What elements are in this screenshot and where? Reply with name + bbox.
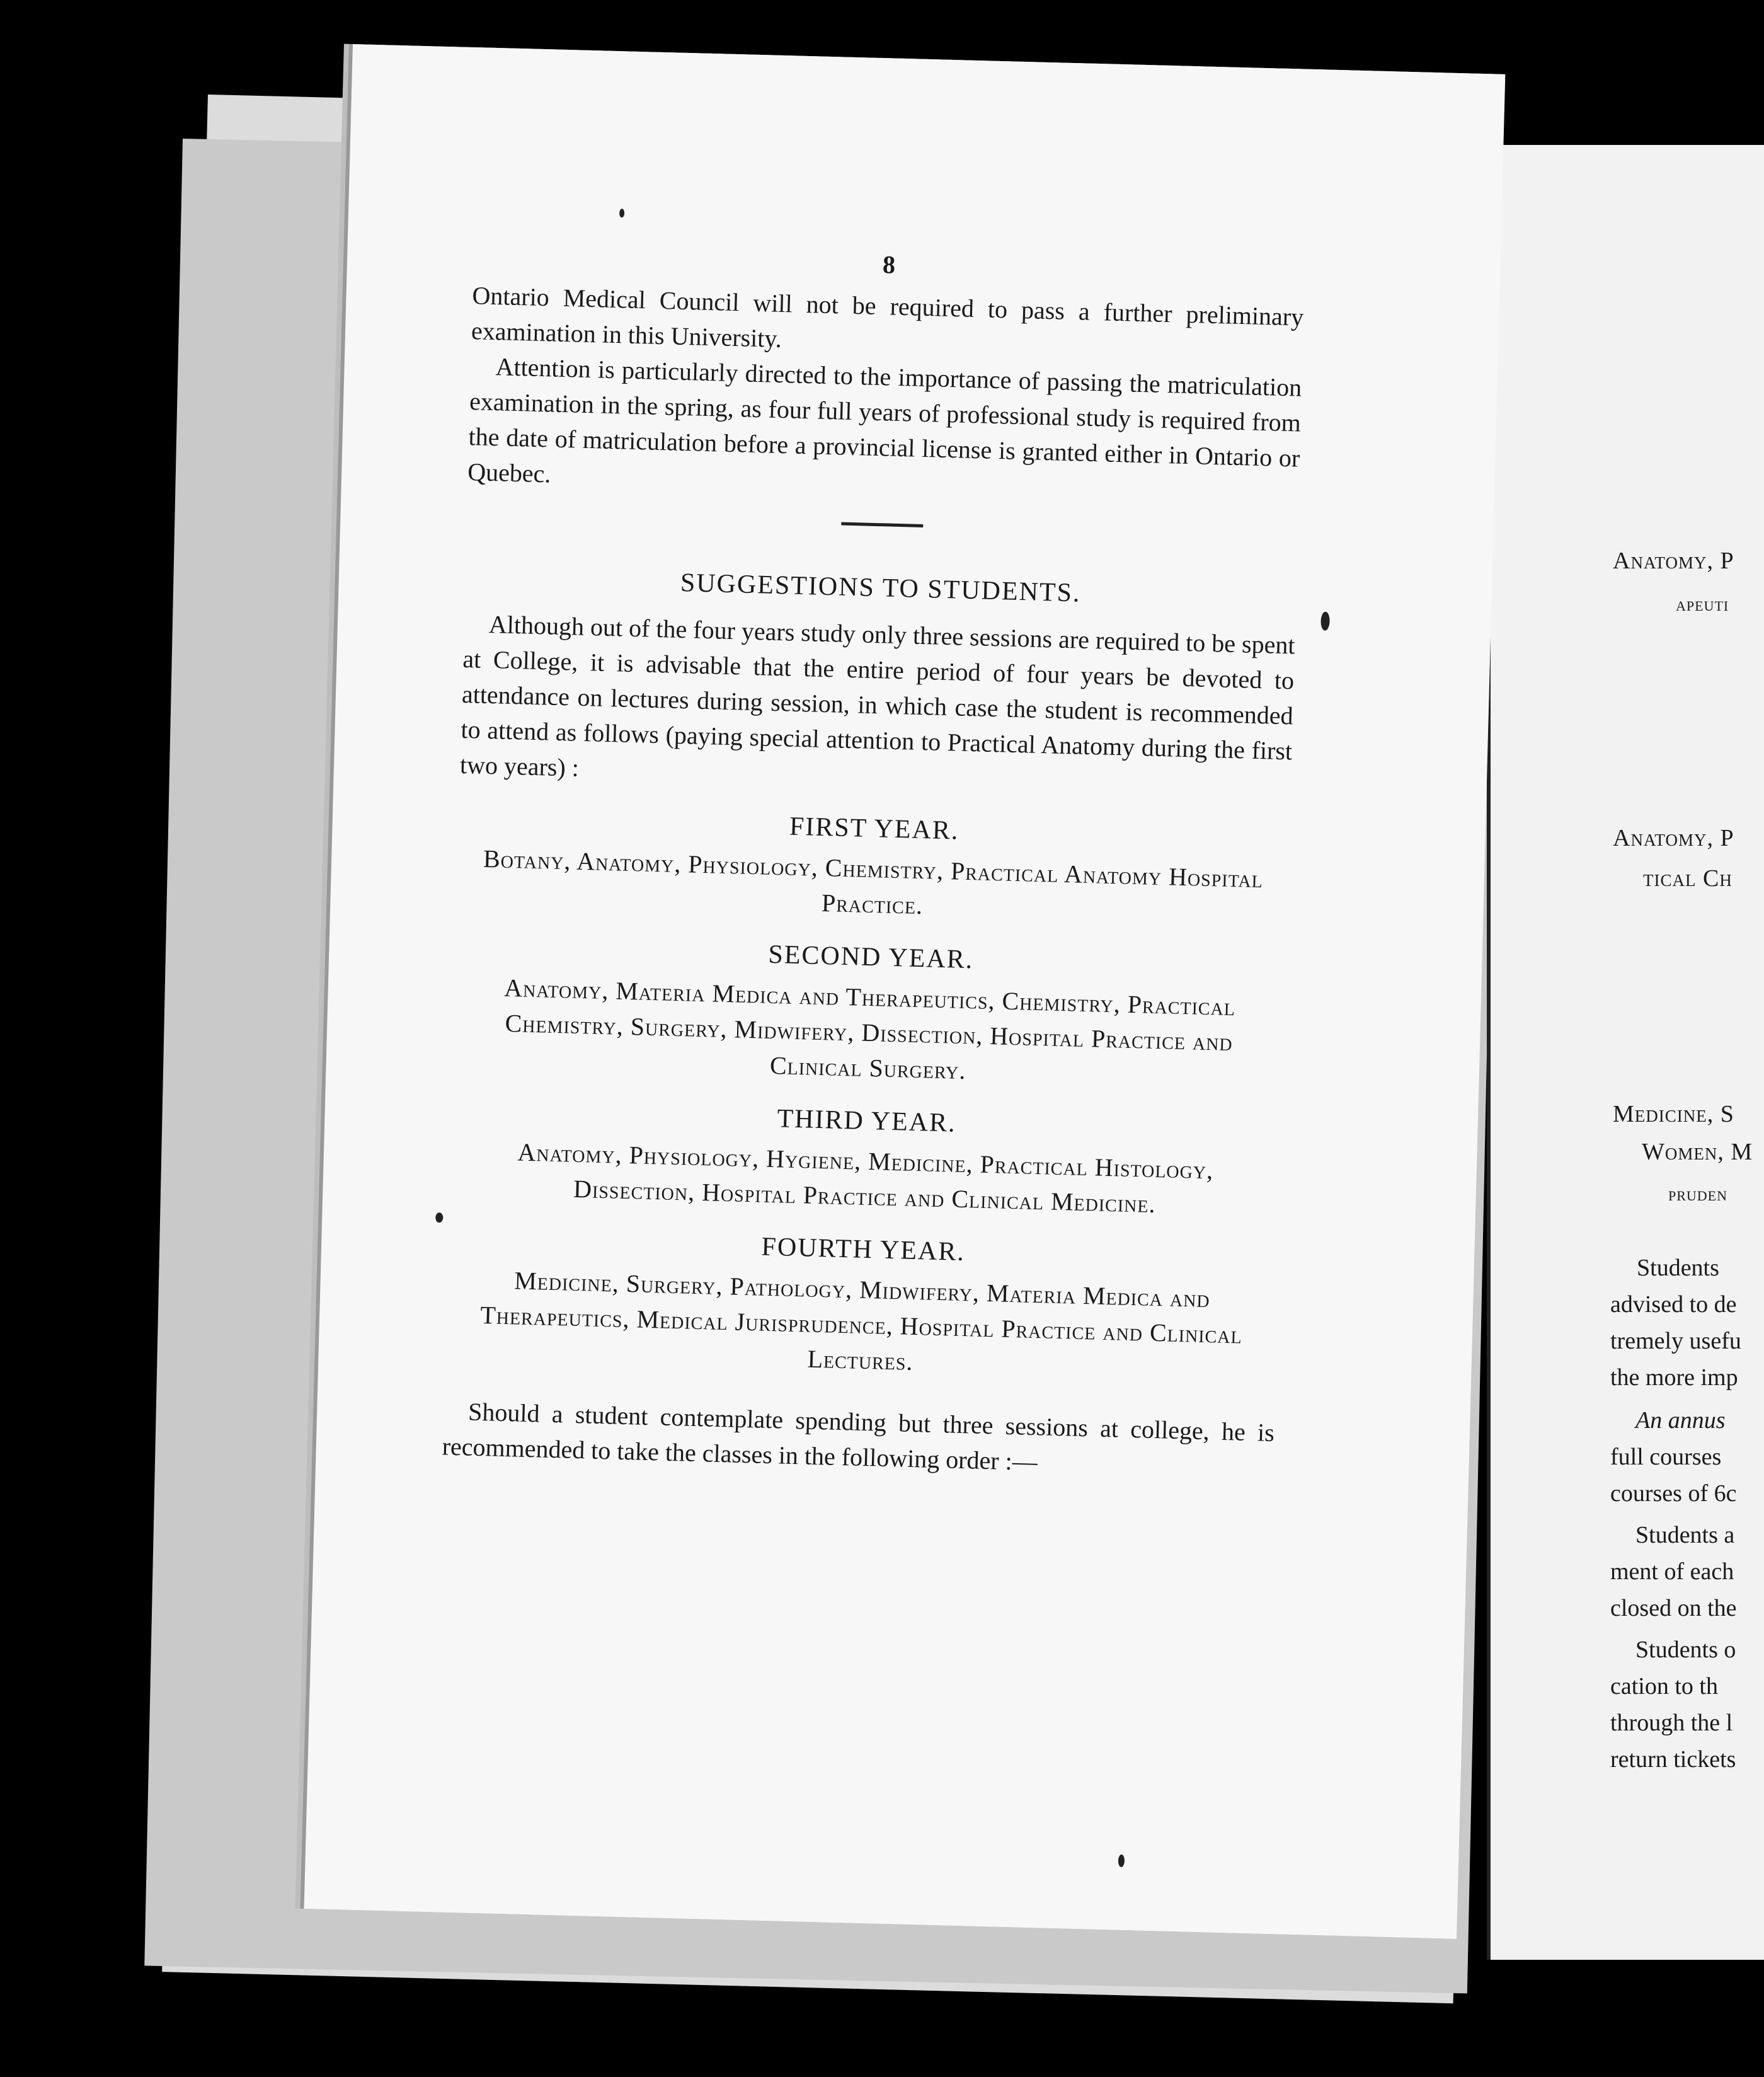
course-list: Medicine, Surgery, Pathology, Midwifery, Materia Medica and Therapeutics, Medical Jurisprudence, Hospital Practice and Clinical Lectures.	[479, 1266, 1243, 1376]
right-page-line: tical Ch	[1643, 865, 1732, 892]
right-page-line: ment of each	[1610, 1558, 1734, 1585]
closing-paragraph: Should a student contemplate spending but three sessions at college, he is recommended to take the classes in the following order :—	[442, 1397, 1275, 1476]
scan-speck	[1320, 612, 1330, 631]
year-heading: SECOND YEAR.	[767, 940, 974, 975]
scan-speck	[1118, 1855, 1125, 1867]
right-page-line: pruden	[1668, 1182, 1728, 1205]
suggestion-paragraph: Although out of the four years study only three sessions are required to be spent at College, it is advisable that the entire period of four years be devoted to attendance on lectures during session, in which case the student is recommended to attend as follows (paying special attention to Practical Anatomy during the first two years) :	[459, 609, 1296, 782]
course-list: Anatomy, Materia Medica and Therapeutics, Chemistry, Practical Chemistry, Surgery, Midwifery, Dissection, Hospital Practice and Clinical Surgery.	[503, 973, 1236, 1085]
page-number: 8	[882, 250, 896, 279]
scan-speck	[435, 1212, 443, 1223]
right-page-line: closed on the	[1610, 1595, 1737, 1621]
right-page-line: Students o	[1635, 1637, 1736, 1663]
right-page-line: tremely usefu	[1610, 1328, 1741, 1354]
right-page-line: return tickets	[1610, 1746, 1736, 1773]
right-page-line: An annus	[1635, 1407, 1726, 1434]
right-page-line: Students	[1637, 1255, 1719, 1281]
course-list: Botany, Anatomy, Physiology, Chemistry, Practical Anatomy Hospital Practice.	[483, 844, 1264, 920]
right-page-line: Medicine, S	[1613, 1101, 1734, 1127]
intro-paragraph: Ontario Medical Council will not be required to pass a further preliminary examination in this University.	[471, 281, 1304, 353]
year-heading: THIRD YEAR.	[776, 1104, 957, 1138]
course-list: Anatomy, Physiology, Hygiene, Medicine, Practical Histology, Dissection, Hospital Practice and Clinical Medicine.	[517, 1137, 1214, 1218]
year-heading: FOURTH YEAR.	[761, 1232, 966, 1267]
right-page-line: apeuti	[1676, 592, 1729, 615]
right-page-line: Anatomy, P	[1613, 548, 1734, 574]
section-divider	[841, 522, 923, 527]
right-page-line: Students a	[1635, 1522, 1735, 1548]
right-page-line: advised to de	[1610, 1291, 1737, 1318]
right-page-line: cation to th	[1610, 1673, 1718, 1700]
page-body	[442, 236, 1305, 1486]
right-page-line: Women, M	[1642, 1139, 1753, 1165]
right-page-line: the more imp	[1610, 1364, 1738, 1391]
right-page-line: Anatomy, P	[1613, 825, 1734, 851]
right-page-line: full courses	[1610, 1444, 1722, 1470]
right-page-line: courses of 6c	[1610, 1480, 1737, 1507]
left-page	[304, 44, 1506, 1939]
intro-paragraph: Attention is particularly directed to the importance of passing the matriculation examination in the spring, as four full years of professional study is required from the date of matriculation before a provincial license is granted either in Ontario or Quebec.	[467, 352, 1302, 488]
right-page-line: through the l	[1610, 1710, 1733, 1736]
section-title: SUGGESTIONS TO STUDENTS.	[680, 568, 1082, 608]
year-heading: FIRST YEAR.	[789, 812, 959, 846]
scan-speck	[619, 209, 624, 217]
